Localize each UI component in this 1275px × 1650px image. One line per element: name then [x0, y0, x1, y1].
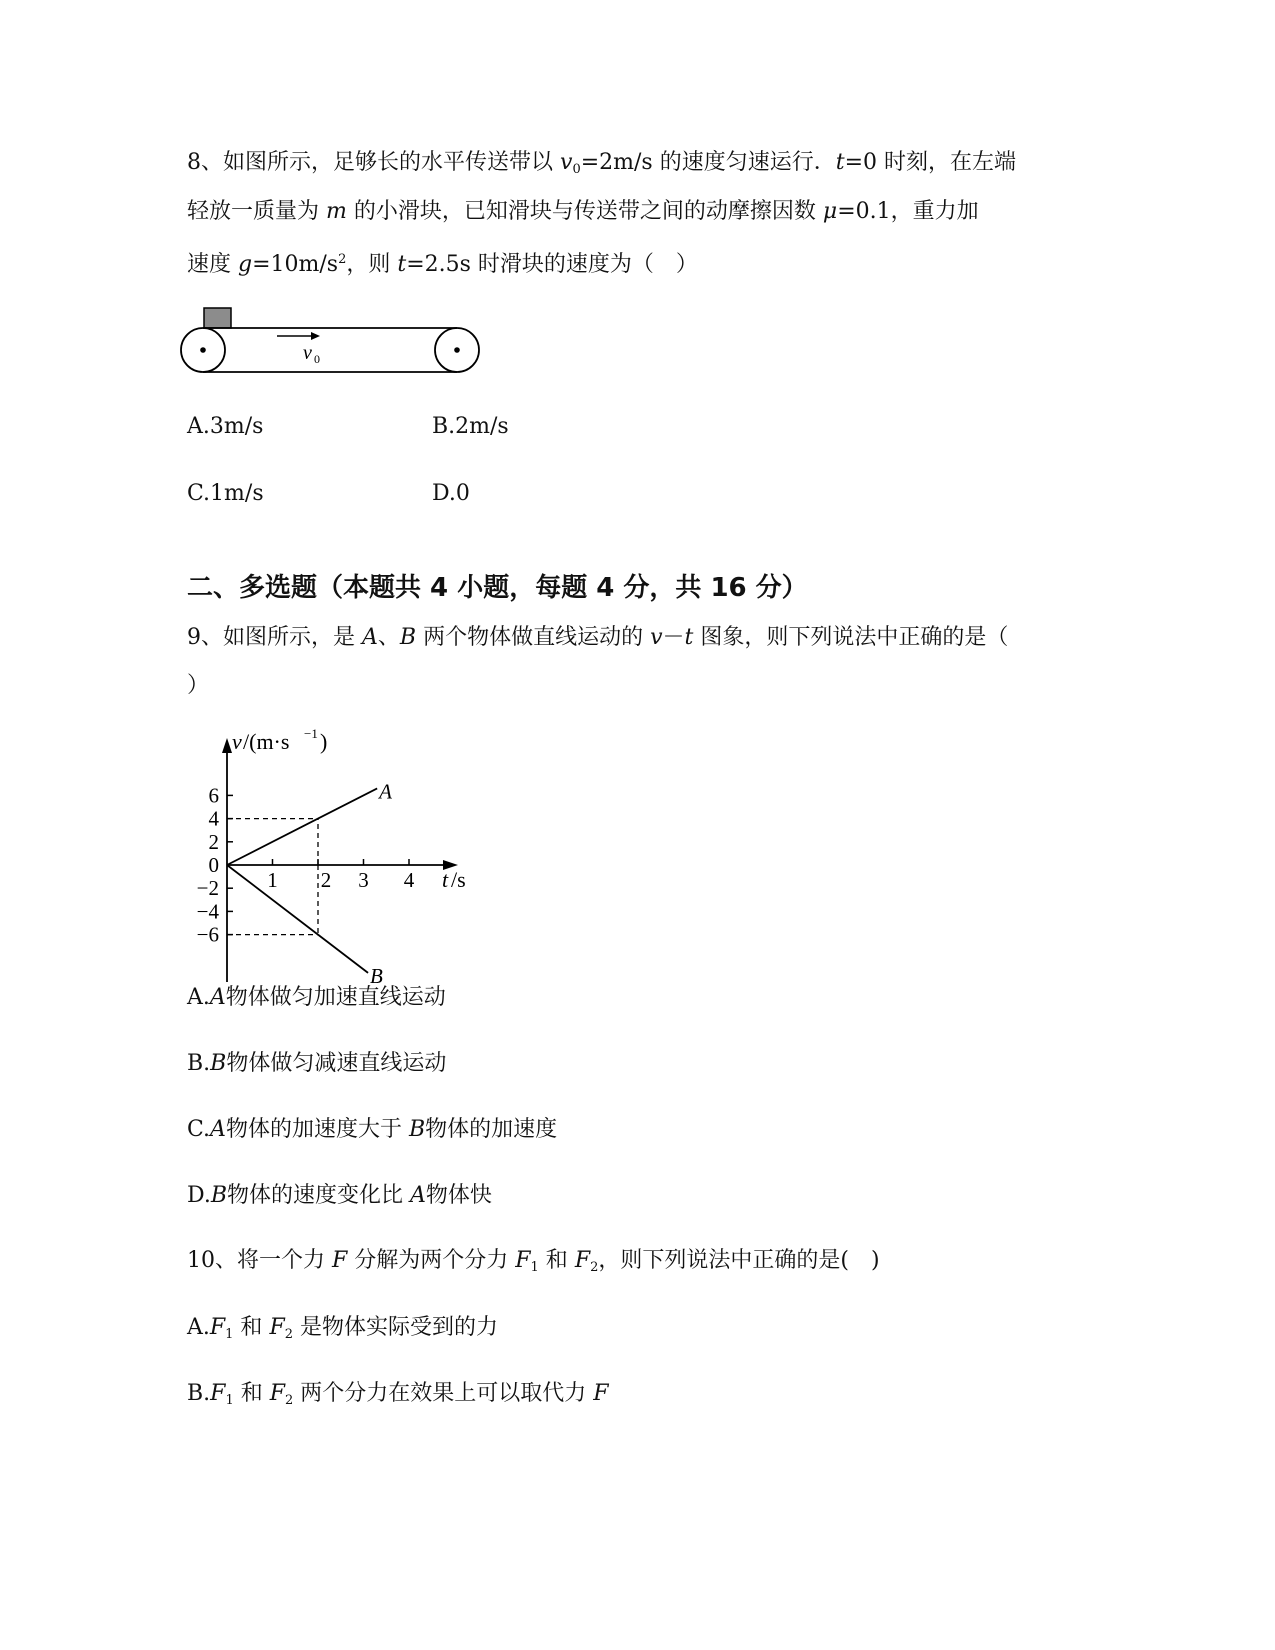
velocity-label: v: [303, 342, 312, 364]
series-line-a: [227, 788, 377, 865]
x-tick-label: 2: [320, 868, 332, 892]
q9-line-2: ）: [187, 673, 210, 698]
q10-option-a[interactable]: $A.F_1$ 和 $F_2$ 是物体实际受到的力: [187, 1315, 498, 1342]
q10-stem: 10、将一个力 F 分解为两个分力 $F_1$ 和 $F_2$，则下列说法中正确的是( ): [187, 1248, 880, 1275]
y-axis-label-units: /(m·s: [243, 729, 290, 754]
q9-option-d[interactable]: D.B物体的速度变化比 A物体快: [187, 1183, 492, 1208]
y-axis-label-close: ): [320, 729, 328, 754]
q8-number: 8、: [187, 150, 223, 175]
q9-option-a[interactable]: A.A物体做匀加速直线运动: [187, 985, 446, 1010]
section-heading-multiple-choice: 二、多选题（本题共 4 小题，每题 4 分，共 16 分）: [187, 573, 808, 603]
q8-option-a[interactable]: A.3m/s: [187, 414, 264, 439]
y-tick-label: −6: [196, 922, 219, 947]
slider-block: [204, 308, 231, 328]
q9-option-b[interactable]: B.B物体做匀减速直线运动: [187, 1051, 447, 1076]
right-pulley-axle: [454, 347, 460, 353]
vt-graph: [180, 726, 480, 990]
left-pulley-axle: [200, 347, 206, 353]
y-axis-arrow: [222, 738, 232, 753]
q8-option-c[interactable]: C.1m/s: [187, 481, 264, 506]
q9-number: 9、: [187, 625, 223, 650]
line-b-label: B: [370, 963, 383, 988]
q10-option-b[interactable]: $B.F_1$ 和 $F_2$ 两个分力在效果上可以取代力 F: [187, 1381, 609, 1408]
q10-number: 10、: [187, 1248, 237, 1273]
x-tick-label: 1: [267, 868, 278, 892]
y-axis-label-sup: −1: [304, 726, 318, 741]
conveyor-belt-diagram: [180, 305, 500, 390]
q8-line-1: 8、如图所示，足够长的水平传送带以 $v_0=2m/s$ 的速度匀速运行．t=0 时刻，在左端: [187, 150, 1016, 177]
y-tick-label: 4: [208, 806, 219, 831]
y-tick-label: −4: [196, 899, 219, 924]
q8-option-b[interactable]: B.2m/s: [432, 414, 509, 439]
y-tick-label: −2: [196, 876, 219, 901]
x-tick-label: 3: [358, 868, 369, 892]
velocity-label-sub: 0: [314, 352, 320, 366]
y-tick-label: 6: [208, 783, 219, 808]
x-axis-label-t: t: [442, 867, 449, 892]
q8-option-d[interactable]: D.0: [432, 481, 470, 506]
series-line-b: [227, 865, 368, 973]
y-tick-label: 2: [208, 829, 219, 854]
y-tick-label: 0: [208, 853, 219, 877]
y-axis-label-v: v: [232, 729, 242, 754]
x-tick-label: 4: [403, 868, 415, 892]
q8-line-3: 速度 $g=10m/s^2$，则 t=2.5s 时滑块的速度为（ ）: [187, 252, 698, 277]
line-a-label: A: [379, 779, 392, 804]
x-axis-label-units: /s: [451, 867, 466, 892]
q9-line-1: 9、如图所示，是 A、B 两个物体做直线运动的 v－t 图象，则下列说法中正确的是（: [187, 625, 1009, 650]
q9-option-c[interactable]: C.A物体的加速度大于 B物体的加速度: [187, 1117, 558, 1142]
vt-dynamic-layer: [197, 783, 415, 972]
velocity-arrow-head: [311, 332, 320, 340]
q8-line-2: 轻放一质量为 m 的小滑块，已知滑块与传送带之间的动摩擦因数 μ=0.1，重力加: [187, 199, 979, 224]
